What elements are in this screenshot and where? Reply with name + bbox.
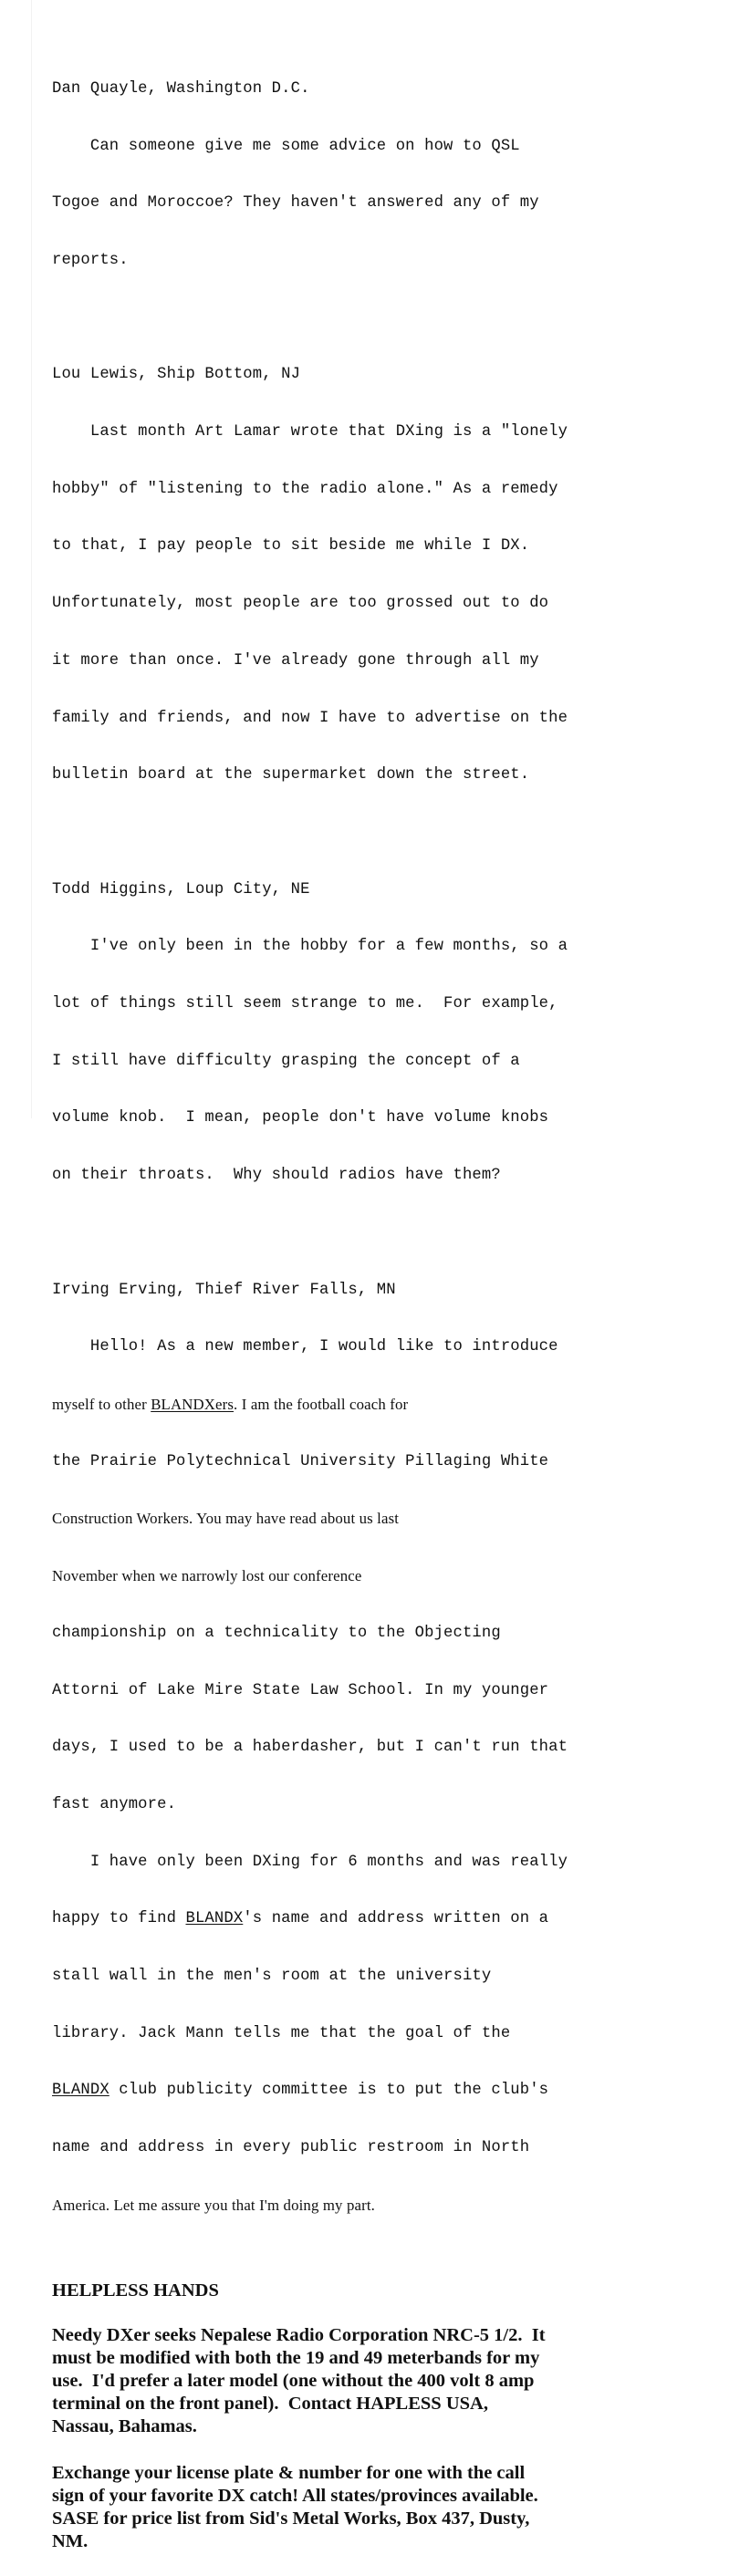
ad-line: use. I'd prefer a later model (one without the 400 volt 8 amp (52, 2370, 535, 2391)
letter-author: Lou Lewis, Ship Bottom, NJ (52, 366, 301, 384)
letter-line: Can someone give me some advice on how to QSL (52, 137, 520, 155)
letter-todd-higgins (52, 843, 682, 1224)
letter-line: Unfortunately, most people are too grossed out to do (52, 595, 549, 613)
letter-line: to that, I pay people to sit beside me while I DX. (52, 537, 530, 556)
text-run: myself to other (52, 1395, 151, 1413)
letter-line: I've only been in the hobby for a few months, so a (52, 938, 568, 956)
letter-line: volume knob. I mean, people don't have volume knobs (52, 1109, 549, 1127)
ad-line: terminal on the front panel). Contact HAPLESS USA, (52, 2394, 488, 2415)
text-run: . I am the football coach for (234, 1395, 409, 1413)
letter-line: name and address in every public restroom in North (52, 2139, 530, 2157)
letter-line: it more than once. I've already gone through all my (52, 651, 539, 670)
text-run: club publicity committee is to put the club's (109, 2082, 549, 2100)
letter-lou-lewis (52, 328, 682, 824)
letter-line: November when we narrowly lost our conference (52, 1567, 362, 1585)
ad-line: Needy DXer seeks Nepalese Radio Corporation NRC-5 1/2. It (52, 2324, 546, 2345)
scan-edge-line (31, 0, 32, 1118)
ad-line: NM. (52, 2531, 89, 2552)
letter-author: Dan Quayle, Washington D.C. (52, 79, 310, 98)
letter-line: I still have difficulty grasping the concept of a (52, 1052, 520, 1070)
letter-author: Irving Erving, Thief River Falls, MN (52, 1281, 396, 1299)
letter-line: championship on a technicality to the Objecting (52, 1624, 501, 1642)
letter-line: fast anymore. (52, 1795, 177, 1813)
letter-line: Attorni of Lake Mire State Law School. In my younger (52, 1681, 549, 1699)
letter-line: stall wall in the men's room at the university (52, 1968, 492, 1986)
letter-line (52, 1396, 682, 1415)
letter-irving-erving (52, 1243, 682, 2254)
letter-line: library. Jack Mann tells me that the goal of the (52, 2024, 511, 2042)
text-run: happy to find (52, 1910, 186, 1928)
letter-line: Togoe and Moroccoe? They haven't answered any of my (52, 194, 539, 213)
letter-line: the Prairie Polytechnical University Pillaging White (52, 1452, 549, 1470)
ad-line: sign of your favorite DX catch! All states/provinces available. (52, 2485, 538, 2506)
letter-line: lot of things still seem strange to me. For example, (52, 995, 558, 1013)
letter-line: on their throats. Why should radios have them? (52, 1167, 501, 1185)
letter-line: America. Let me assure you that I'm doing my part. (52, 2196, 375, 2214)
classified-ad-nrc (52, 2324, 682, 2439)
letter-line: Hello! As a new member, I would like to introduce (52, 1338, 558, 1356)
club-name-underlined: BLANDXers (151, 1395, 235, 1413)
letter-line (52, 2082, 682, 2101)
club-name-underlined: BLANDX (185, 1910, 244, 1928)
classified-ad-license-plate (52, 2462, 682, 2554)
document-page (52, 42, 682, 2576)
letter-line (52, 1910, 682, 1929)
letter-line: family and friends, and now I have to advertise on the (52, 709, 568, 727)
text-run: 's name and address written on a (243, 1910, 549, 1928)
ad-line: Exchange your license plate & number for one with the call (52, 2462, 526, 2483)
letter-line: hobby" of "listening to the radio alone." As a remedy (52, 480, 558, 498)
letter-line: Last month Art Lamar wrote that DXing is a "lonely (52, 423, 568, 441)
letter-line: days, I used to be a haberdasher, but I can't run that (52, 1739, 568, 1757)
letter-dan-quayle (52, 42, 682, 309)
letter-line: bulletin board at the supermarket down the street. (52, 766, 530, 784)
club-name-underlined: BLANDX (52, 2082, 109, 2100)
ad-line: SASE for price list from Sid's Metal Works, Box 437, Dusty, (52, 2508, 530, 2529)
letter-line: reports. (52, 251, 129, 269)
ad-line: must be modified with both the 19 and 49 meterbands for my (52, 2347, 540, 2368)
ad-line: Nassau, Bahamas. (52, 2416, 197, 2437)
letter-line: I have only been DXing for 6 months and was really (52, 1853, 568, 1871)
letter-author: Todd Higgins, Loup City, NE (52, 880, 310, 898)
letter-line: Construction Workers. You may have read about us last (52, 1510, 400, 1528)
section-heading: HELPLESS HANDS (52, 2280, 219, 2301)
